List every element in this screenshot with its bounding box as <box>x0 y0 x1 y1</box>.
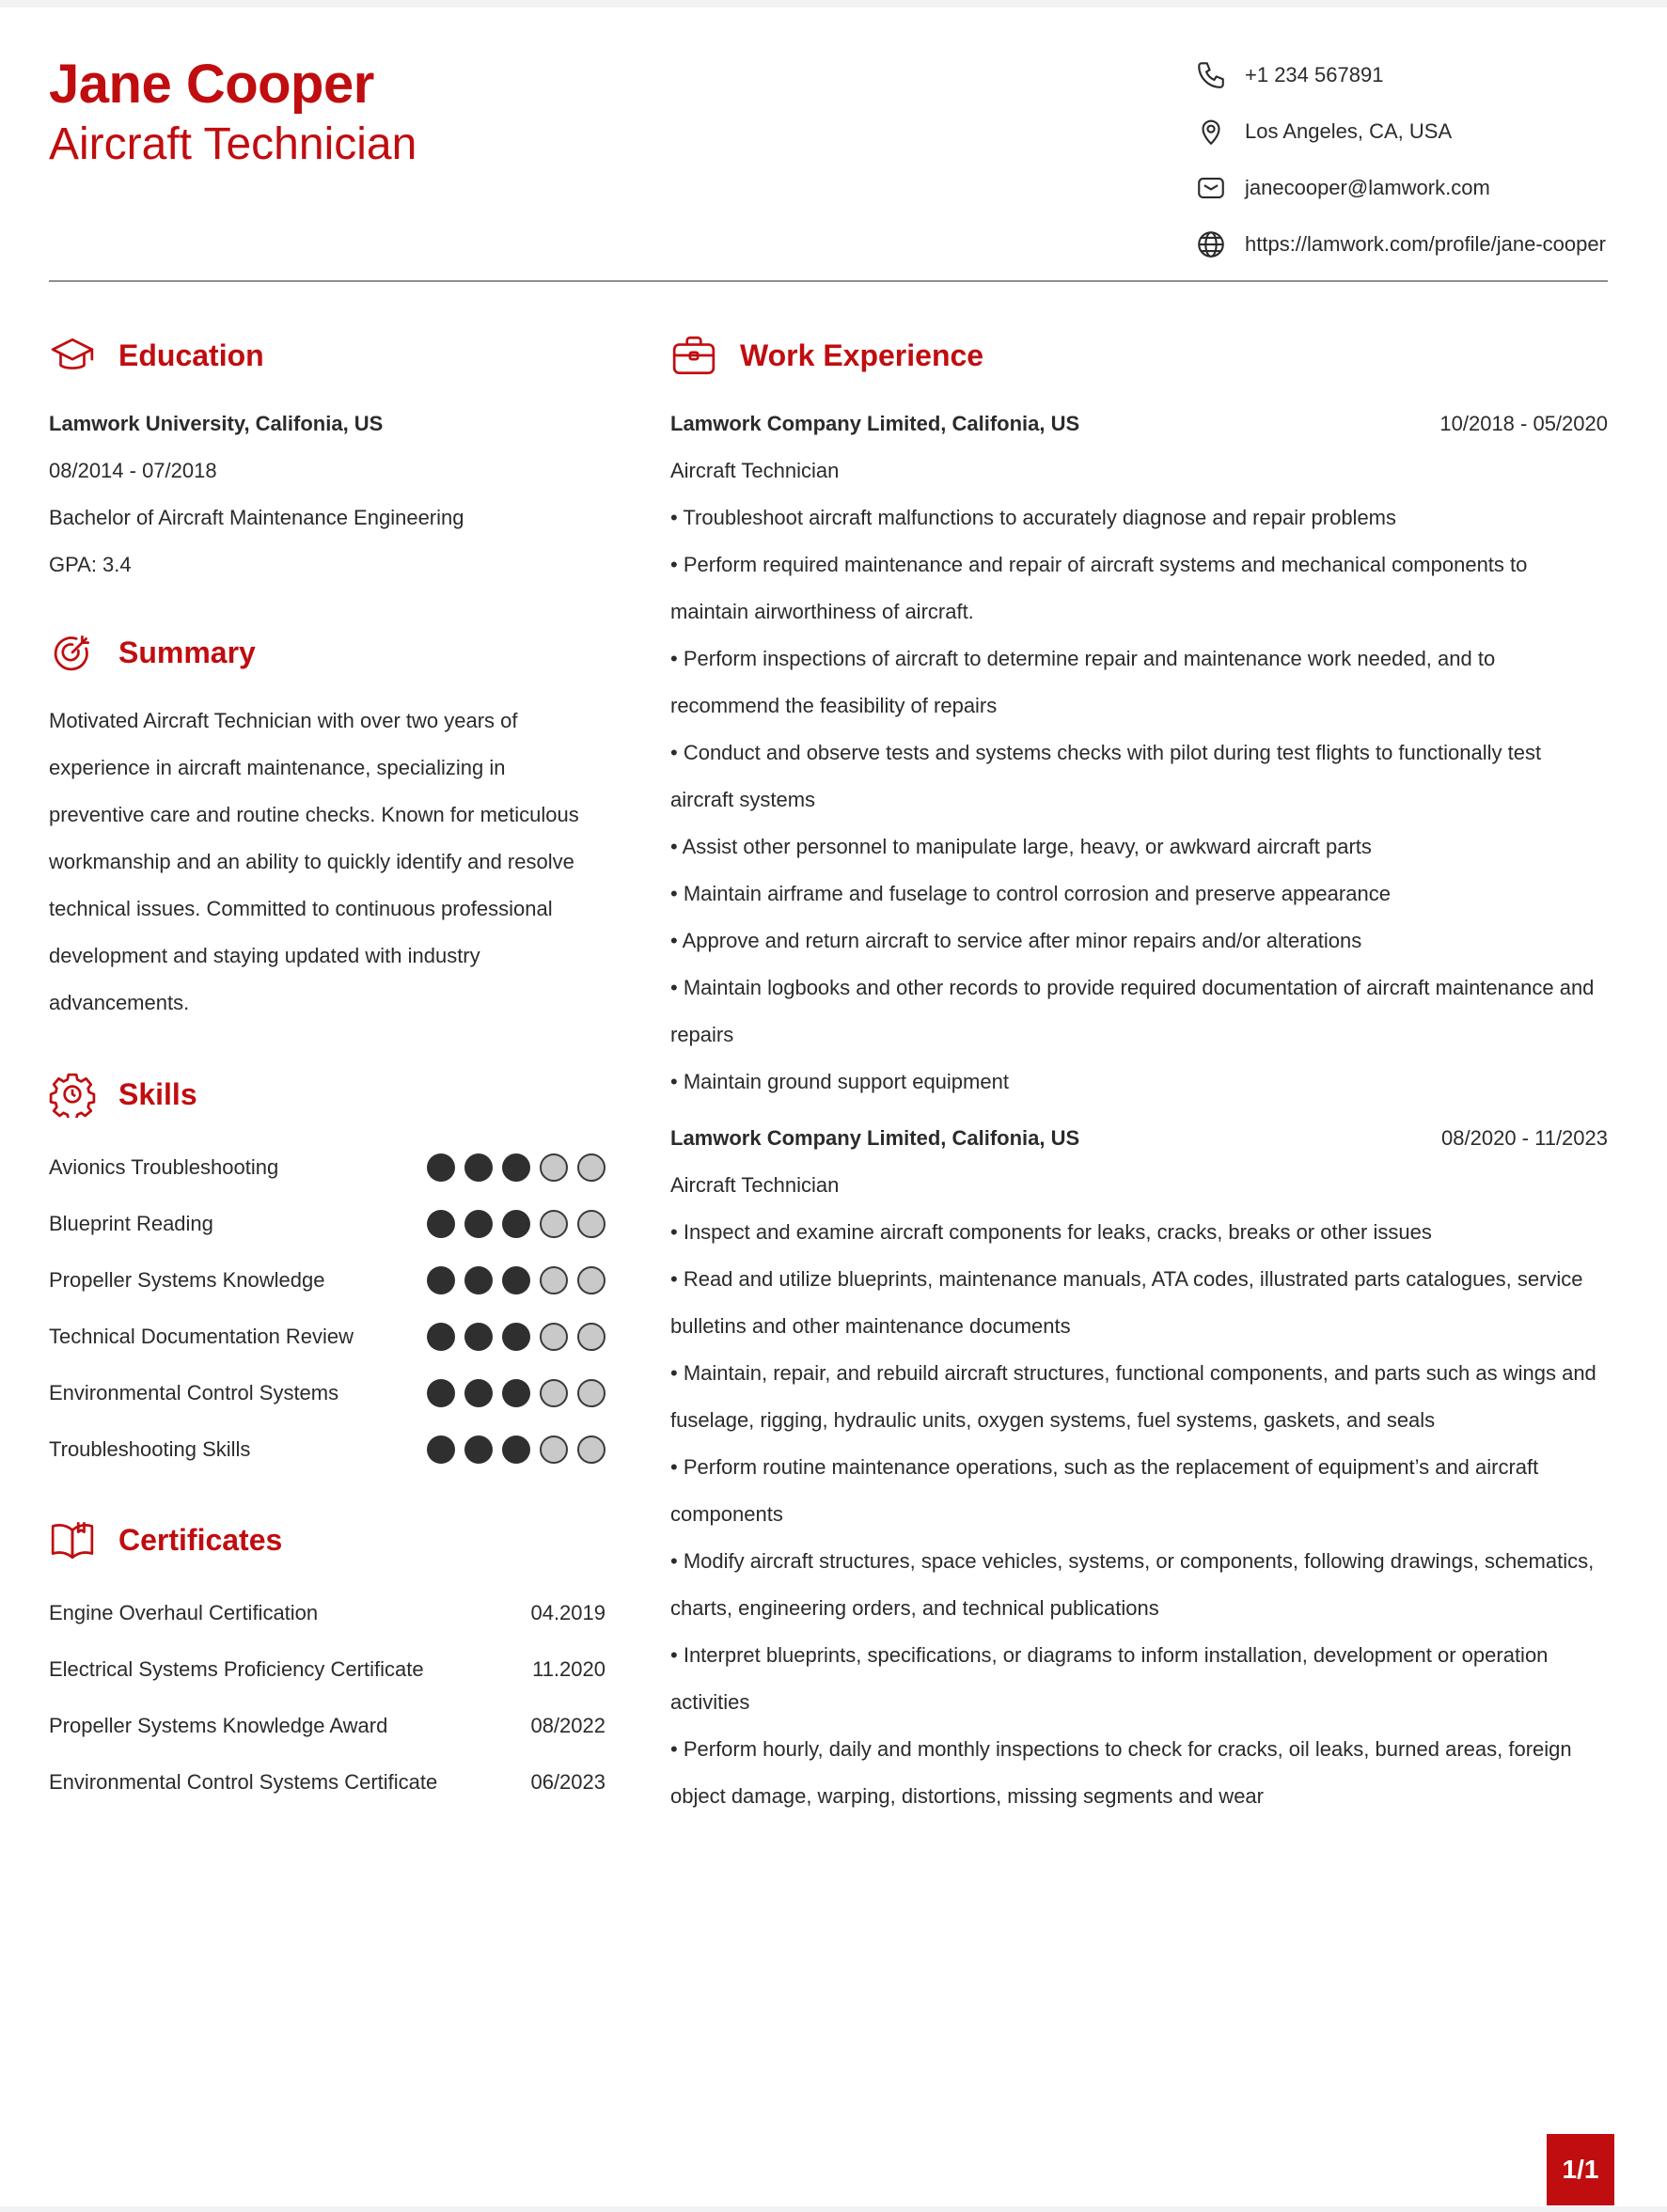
rating-dot-empty <box>577 1323 605 1351</box>
rating-dot-filled <box>502 1210 530 1238</box>
certificates-heading-row <box>49 1514 605 1566</box>
certificate-date: 06/2023 <box>530 1770 605 1794</box>
rating-dot-empty <box>577 1435 605 1464</box>
work-heading: Work Experience <box>740 337 984 372</box>
skill-rating <box>427 1435 605 1464</box>
skill-name: Technical Documentation Review <box>49 1325 354 1348</box>
job-role: Aircraft Technician <box>670 1173 840 1197</box>
job-bullet: • Perform hourly, daily and monthly inspections to check for cracks, oil leaks, burned areas, foreign object damage, warping, distortions, missing segments and wear <box>670 1726 1608 1820</box>
contact-list <box>1194 47 1608 273</box>
skills-heading: Skills <box>118 1076 197 1111</box>
bottom-border <box>0 2206 1667 2212</box>
job-header <box>670 1115 1608 1162</box>
rating-dot-empty <box>540 1210 568 1238</box>
rating-dot-empty <box>540 1435 568 1464</box>
rating-dot-filled <box>502 1153 530 1182</box>
rating-dot-filled <box>464 1323 493 1351</box>
email-icon <box>1194 171 1228 205</box>
job-bullet: • Maintain logbooks and other records to provide required documentation of aircraft maintenance and repairs <box>670 965 1608 1059</box>
skills-list <box>49 1139 605 1478</box>
rating-dot-filled <box>427 1435 455 1464</box>
job-bullet: • Perform routine maintenance operations, such as the replacement of equipment’s and aircraft components <box>670 1444 1608 1538</box>
job-dates: 08/2020 - 11/2023 <box>1441 1126 1608 1150</box>
rating-dot-filled <box>427 1323 455 1351</box>
rating-dot-filled <box>464 1435 493 1464</box>
education-dates: 08/2014 - 07/2018 <box>49 459 217 482</box>
certificate-row <box>49 1754 605 1811</box>
skill-rating <box>427 1266 605 1294</box>
skill-name: Troubleshooting Skills <box>49 1437 251 1461</box>
rating-dot-empty <box>577 1379 605 1407</box>
job-bullet: • Assist other personnel to manipulate large, heavy, or awkward aircraft parts <box>670 824 1608 871</box>
right-column <box>670 329 1608 1820</box>
rating-dot-empty <box>577 1210 605 1238</box>
rating-dot-empty <box>577 1266 605 1294</box>
skill-row <box>49 1139 605 1196</box>
graduation-cap-icon <box>49 331 98 380</box>
skill-rating <box>427 1379 605 1407</box>
skill-name: Avionics Troubleshooting <box>49 1155 279 1179</box>
contact-phone <box>1194 47 1608 103</box>
location-text: Los Angeles, CA, USA <box>1245 119 1453 143</box>
header-divider <box>49 280 1608 282</box>
certificates-heading: Certificates <box>118 1522 283 1557</box>
job-bullet: • Interpret blueprints, specifications, or diagrams to inform installation, development or operation activities <box>670 1632 1608 1726</box>
job-bullet: • Maintain, repair, and rebuild aircraft structures, functional components, and parts such as wings and fuselage, rigging, hydraulic units, oxygen systems, fuel systems, gaskets, and seals <box>670 1350 1608 1444</box>
contact-email[interactable] <box>1194 160 1608 216</box>
education-school: Lamwork University, Califonia, US <box>49 412 384 435</box>
education-section <box>49 329 605 588</box>
work-section <box>670 329 1608 1820</box>
summary-heading-row <box>49 626 605 679</box>
certificate-row <box>49 1641 605 1698</box>
skill-rating <box>427 1323 605 1351</box>
job-entry <box>670 1115 1608 1820</box>
rating-dot-filled <box>464 1210 493 1238</box>
job-dates: 10/2018 - 05/2020 <box>1439 412 1608 435</box>
location-pin-icon <box>1194 115 1228 149</box>
education-heading-row <box>49 329 605 382</box>
summary-text: Motivated Aircraft Technician with over two years of experience in aircraft maintenance, specializing in preventive care and routine checks. Known for meticulous workmanship and an ability to quickly identify and resolve technical issues. Committed to continuous professional development and staying updated with industry advancements. <box>49 709 579 1014</box>
rating-dot-filled <box>427 1153 455 1182</box>
rating-dot-empty <box>540 1266 568 1294</box>
job-bullet: • Maintain airframe and fuselage to control corrosion and preserve appearance <box>670 871 1608 918</box>
skills-heading-row <box>49 1068 605 1121</box>
education-degree: Bachelor of Aircraft Maintenance Engineering <box>49 506 464 529</box>
job-bullet: • Conduct and observe tests and systems checks with pilot during test flights to functionally test aircraft systems <box>670 729 1608 824</box>
rating-dot-filled <box>427 1379 455 1407</box>
rating-dot-filled <box>502 1435 530 1464</box>
certificate-row <box>49 1585 605 1641</box>
skill-name: Propeller Systems Knowledge <box>49 1268 325 1292</box>
education-gpa: GPA: 3.4 <box>49 553 132 576</box>
skill-row <box>49 1365 605 1421</box>
certificate-date: 08/2022 <box>530 1714 605 1737</box>
skill-name: Blueprint Reading <box>49 1212 213 1235</box>
job-role: Aircraft Technician <box>670 459 840 482</box>
rating-dot-filled <box>502 1323 530 1351</box>
job-header <box>670 400 1608 447</box>
briefcase-icon <box>670 331 719 380</box>
certificate-date: 04.2019 <box>530 1601 605 1624</box>
job-bullet: • Inspect and examine aircraft components for leaks, cracks, breaks or other issues <box>670 1209 1608 1256</box>
certificate-name: Propeller Systems Knowledge Award <box>49 1714 388 1737</box>
skill-row <box>49 1252 605 1309</box>
candidate-title: Aircraft Technician <box>49 119 417 169</box>
education-heading: Education <box>118 337 264 372</box>
job-company: Lamwork Company Limited, Califonia, US <box>670 412 1080 435</box>
rating-dot-filled <box>502 1266 530 1294</box>
email-link[interactable]: janecooper@lamwork.com <box>1245 176 1490 199</box>
certificate-date: 11.2020 <box>532 1657 605 1681</box>
book-icon <box>49 1515 98 1564</box>
rating-dot-empty <box>540 1379 568 1407</box>
skill-name: Environmental Control Systems <box>49 1381 339 1404</box>
contact-website[interactable] <box>1194 216 1608 273</box>
summary-section <box>49 626 605 1027</box>
certificates-section <box>49 1514 605 1811</box>
summary-heading: Summary <box>118 635 256 669</box>
jobs-list <box>670 400 1608 1820</box>
globe-icon <box>1194 227 1228 261</box>
phone-icon <box>1194 58 1228 92</box>
work-heading-row <box>670 329 1608 382</box>
rating-dot-empty <box>540 1153 568 1182</box>
job-bullet: • Approve and return aircraft to service after minor repairs and/or alterations <box>670 918 1608 965</box>
rating-dot-empty <box>540 1323 568 1351</box>
skills-section <box>49 1068 605 1478</box>
education-entry <box>49 400 605 588</box>
rating-dot-filled <box>464 1379 493 1407</box>
certificate-name: Environmental Control Systems Certificate <box>49 1770 438 1794</box>
skill-rating <box>427 1153 605 1182</box>
job-bullet: • Perform required maintenance and repair of aircraft systems and mechanical components to maintain airworthiness of aircraft. <box>670 541 1608 635</box>
certificate-name: Electrical Systems Proficiency Certificate <box>49 1657 424 1681</box>
job-bullet: • Perform inspections of aircraft to determine repair and maintenance work needed, and to recommend the feasibility of repairs <box>670 635 1608 729</box>
rating-dot-empty <box>577 1153 605 1182</box>
certificate-name: Engine Overhaul Certification <box>49 1601 319 1624</box>
page-indicator: 1/1 <box>1547 2134 1614 2205</box>
resume-header <box>49 47 1608 282</box>
rating-dot-filled <box>427 1266 455 1294</box>
website-link[interactable]: https://lamwork.com/profile/jane-cooper <box>1245 232 1606 256</box>
job-bullet: • Maintain ground support equipment <box>670 1059 1608 1106</box>
rating-dot-filled <box>464 1266 493 1294</box>
skill-row <box>49 1421 605 1478</box>
phone-text: +1 234 567891 <box>1245 63 1384 86</box>
certificate-row <box>49 1698 605 1754</box>
job-bullets <box>670 494 1608 1106</box>
job-bullet: • Read and utilize blueprints, maintenance manuals, ATA codes, illustrated parts catalogues, service bulletins and other maintenance documents <box>670 1256 1608 1350</box>
contact-location <box>1194 103 1608 160</box>
top-border <box>0 0 1667 8</box>
certificates-list <box>49 1585 605 1811</box>
job-company: Lamwork Company Limited, Califonia, US <box>670 1126 1080 1150</box>
left-column <box>49 329 605 1811</box>
gear-icon <box>49 1070 98 1119</box>
job-bullet: • Modify aircraft structures, space vehicles, systems, or components, following drawings, schematics, charts, engineering orders, and technical publications <box>670 1538 1608 1632</box>
skill-rating <box>427 1210 605 1238</box>
rating-dot-filled <box>502 1379 530 1407</box>
job-entry <box>670 400 1608 1106</box>
job-bullets <box>670 1209 1608 1820</box>
skill-row <box>49 1309 605 1365</box>
candidate-name: Jane Cooper <box>49 54 374 115</box>
target-icon <box>49 628 98 677</box>
rating-dot-filled <box>464 1153 493 1182</box>
rating-dot-filled <box>427 1210 455 1238</box>
job-bullet: • Troubleshoot aircraft malfunctions to accurately diagnose and repair problems <box>670 494 1608 541</box>
skill-row <box>49 1196 605 1252</box>
